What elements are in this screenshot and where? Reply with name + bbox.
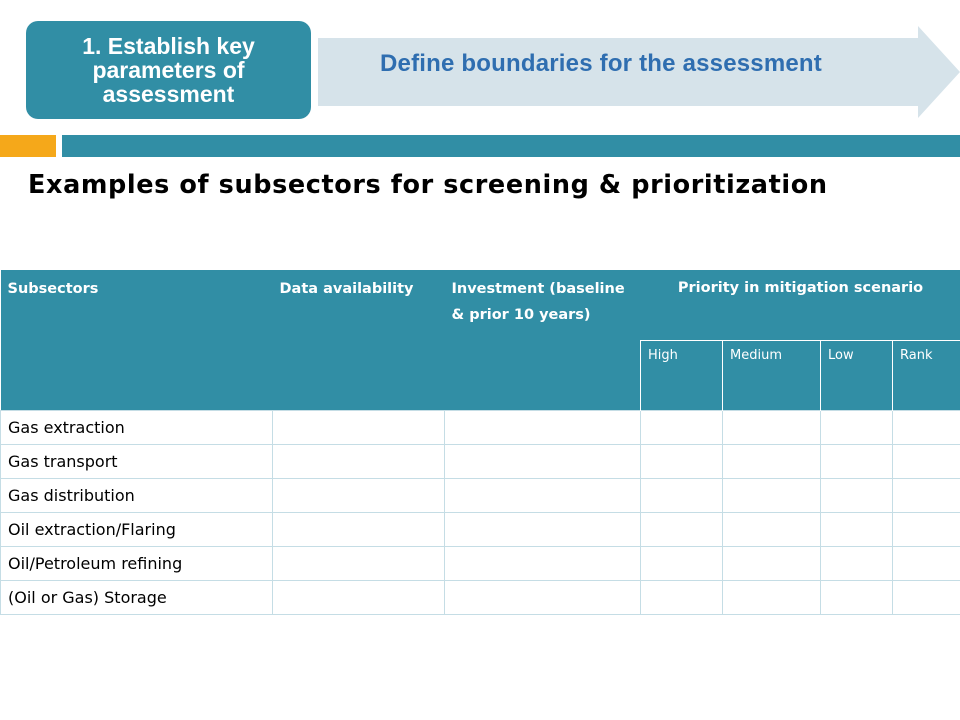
cell-medium — [723, 444, 821, 478]
cell-data-availability — [273, 410, 445, 444]
subheader-low: Low — [821, 340, 893, 410]
table-row — [1, 478, 960, 512]
subheader-high: High — [641, 340, 723, 410]
cell-medium — [723, 410, 821, 444]
page-title: Examples of subsectors for screening & prioritization — [28, 170, 828, 200]
cell-high — [641, 546, 723, 580]
cell-high — [641, 478, 723, 512]
cell-high — [641, 580, 723, 614]
row-label: (Oil or Gas) Storage — [1, 580, 273, 614]
cell-investment — [445, 410, 641, 444]
header-investment: Investment (baseline & prior 10 years) — [445, 270, 641, 410]
subheader-medium: Medium — [723, 340, 821, 410]
accent-bar-orange — [0, 135, 56, 157]
cell-high — [641, 444, 723, 478]
cell-investment — [445, 580, 641, 614]
cell-high — [641, 410, 723, 444]
cell-data-availability — [273, 580, 445, 614]
cell-investment — [445, 546, 641, 580]
cell-investment — [445, 512, 641, 546]
row-label: Oil/Petroleum refining — [1, 546, 273, 580]
cell-low — [821, 478, 893, 512]
cell-rank — [893, 410, 960, 444]
header-data-availability: Data availability — [273, 270, 445, 410]
cell-low — [821, 410, 893, 444]
table-row — [1, 546, 960, 580]
accent-bar-teal — [62, 135, 960, 157]
row-label: Gas extraction — [1, 410, 273, 444]
cell-investment — [445, 478, 641, 512]
cell-rank — [893, 478, 960, 512]
cell-data-availability — [273, 444, 445, 478]
table-row — [1, 444, 960, 478]
cell-data-availability — [273, 512, 445, 546]
cell-medium — [723, 580, 821, 614]
cell-investment — [445, 444, 641, 478]
cell-low — [821, 546, 893, 580]
cell-low — [821, 444, 893, 478]
table-row — [1, 410, 960, 444]
cell-medium — [723, 546, 821, 580]
cell-data-availability — [273, 478, 445, 512]
cell-rank — [893, 512, 960, 546]
header-priority: Priority in mitigation scenario — [641, 270, 960, 340]
row-label: Gas transport — [1, 444, 273, 478]
cell-low — [821, 580, 893, 614]
cell-medium — [723, 478, 821, 512]
subheader-rank: Rank — [893, 340, 960, 410]
table-row — [1, 580, 960, 614]
cell-rank — [893, 580, 960, 614]
row-label: Gas distribution — [1, 478, 273, 512]
header-subsectors: Subsectors — [1, 270, 273, 410]
cell-rank — [893, 546, 960, 580]
step-label: 1. Establish key parameters of assessment — [82, 33, 255, 107]
row-label: Oil extraction/Flaring — [1, 512, 273, 546]
cell-high — [641, 512, 723, 546]
subsectors-table — [0, 270, 960, 615]
arrow-text: Define boundaries for the assessment — [380, 50, 822, 77]
cell-medium — [723, 512, 821, 546]
table-row — [1, 512, 960, 546]
cell-low — [821, 512, 893, 546]
cell-data-availability — [273, 546, 445, 580]
step-box — [26, 21, 311, 119]
cell-rank — [893, 444, 960, 478]
